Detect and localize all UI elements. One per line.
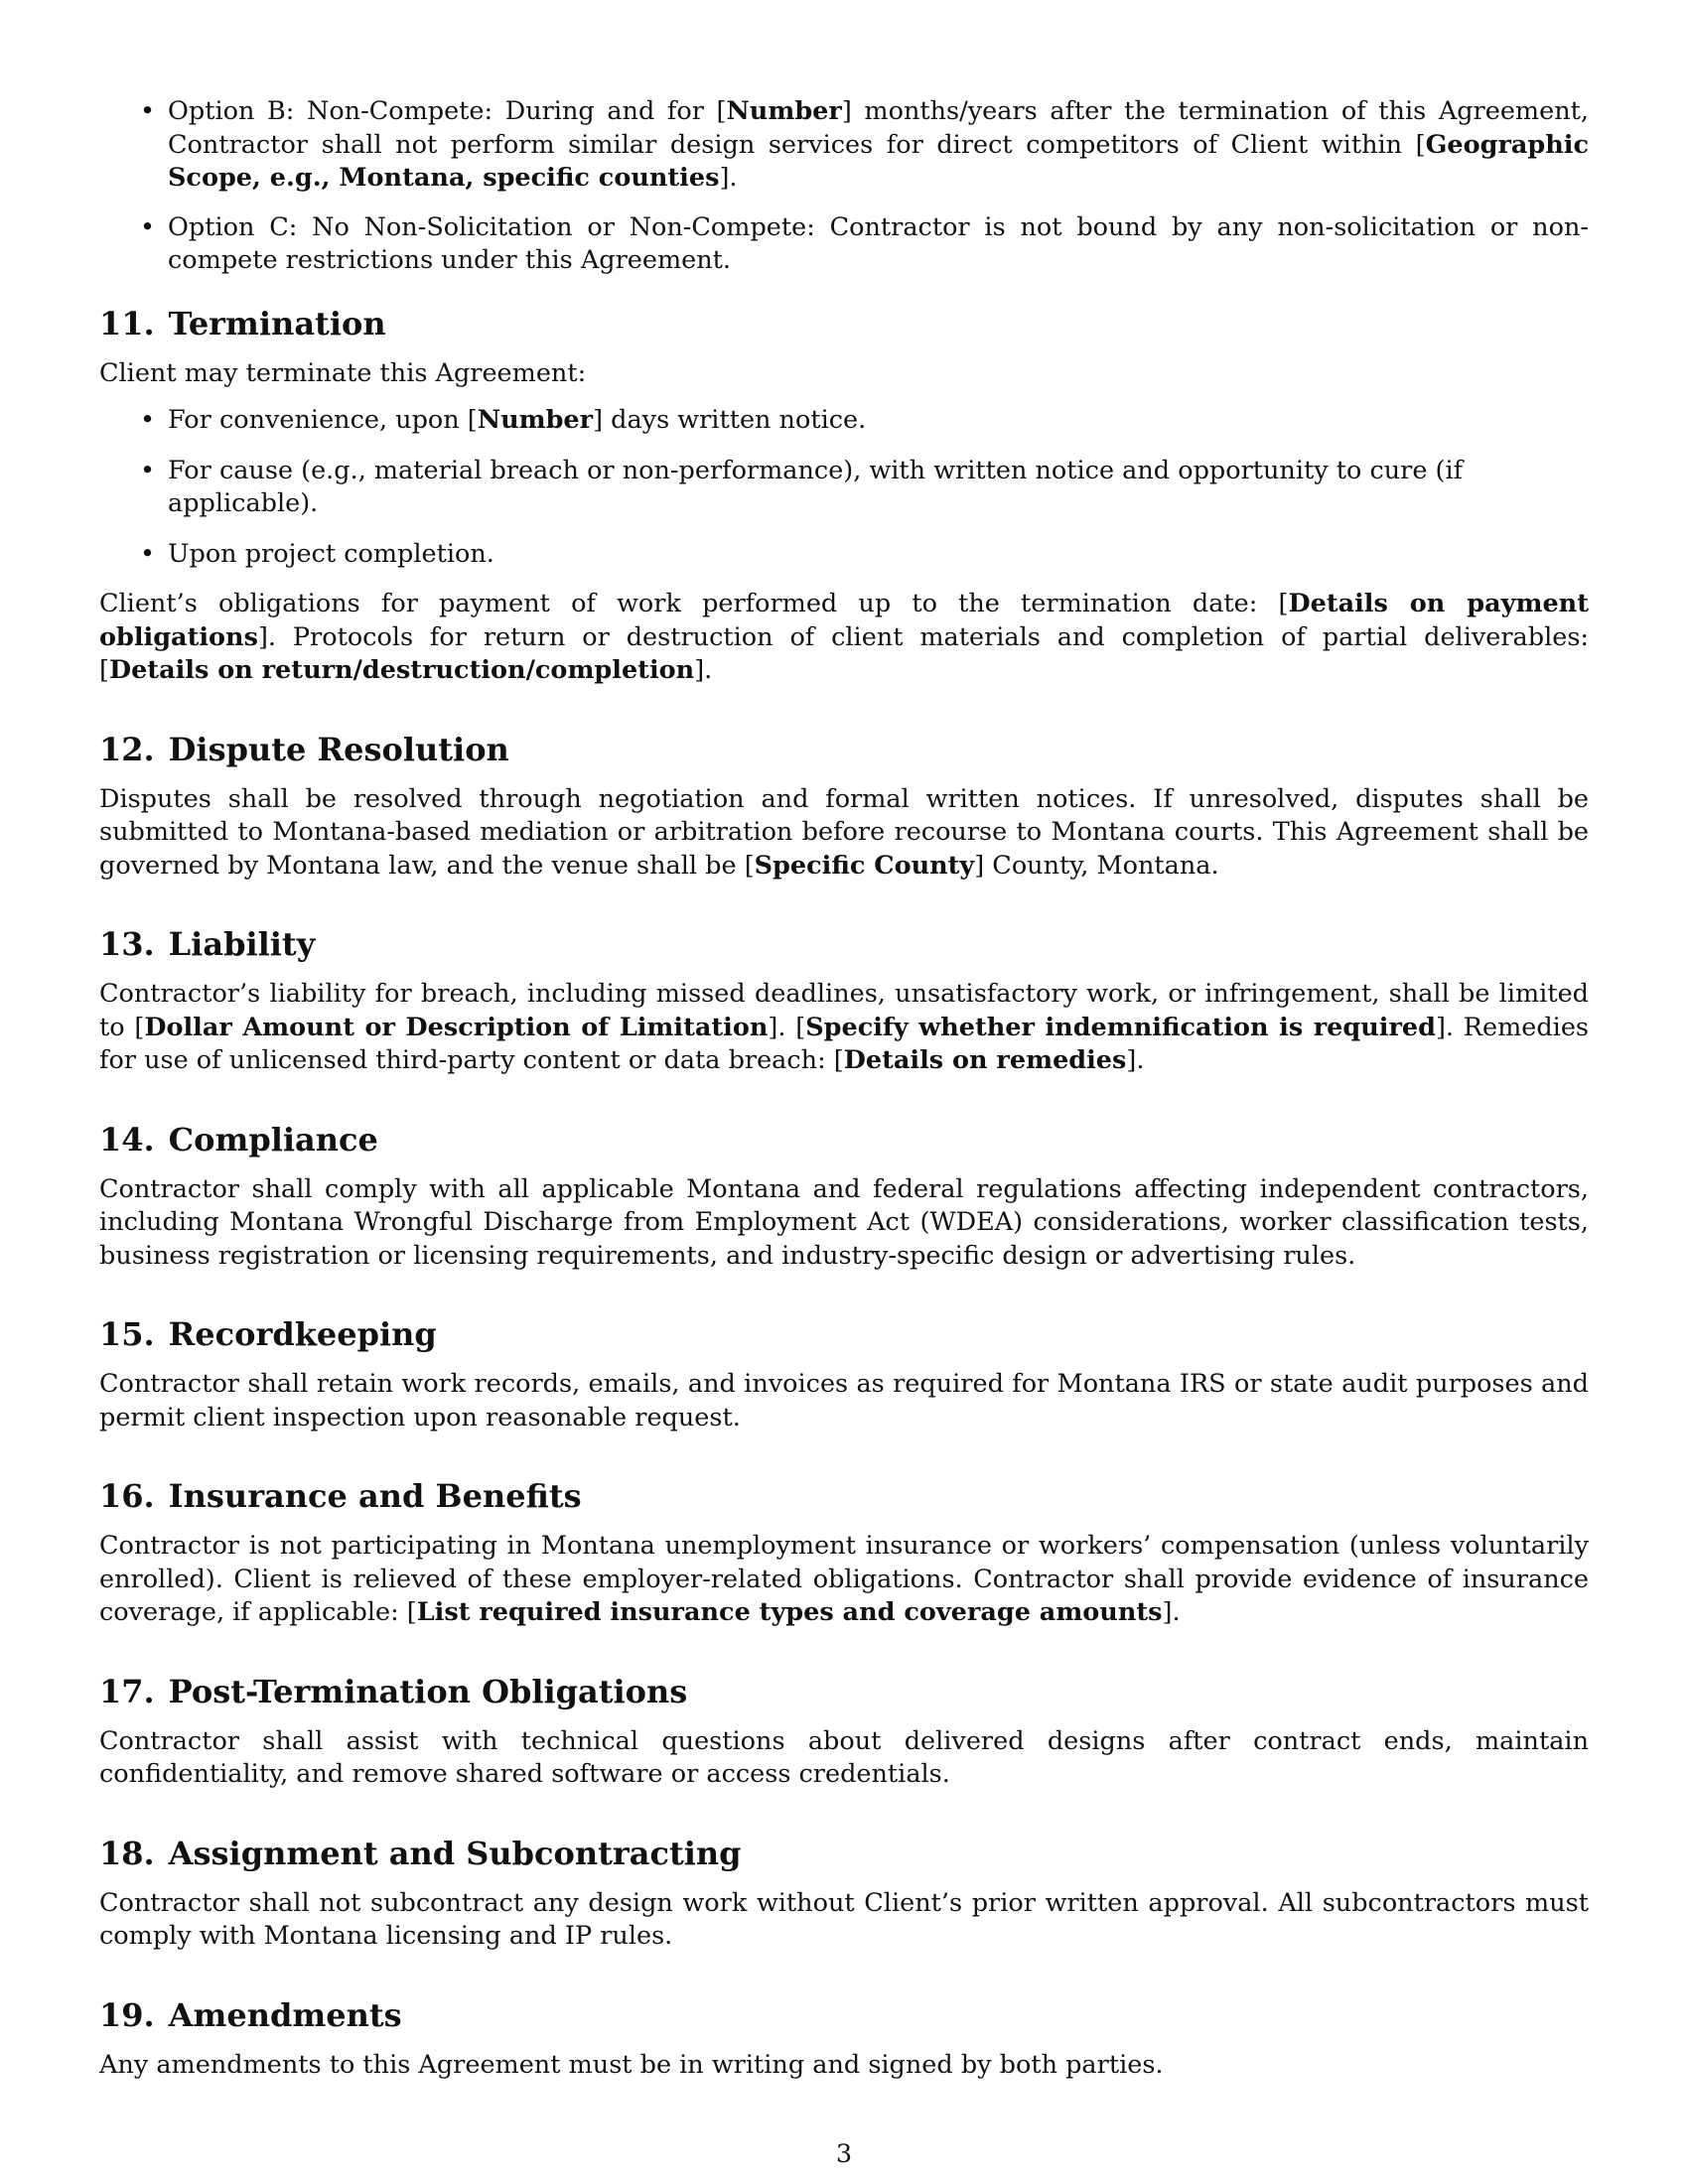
option-b-placeholder-geography: Geographic Scope, e.g., Montana, specific counties [168, 129, 1589, 193]
list-item-text: ] days written notice. [593, 405, 867, 435]
section-heading [99, 1120, 1589, 1160]
paragraph-text: Client’s obligations for payment of work performed up to the termination date: [ [99, 589, 1289, 618]
list-item [168, 404, 1589, 438]
section-heading [99, 1834, 1589, 1873]
section-paragraph [99, 1530, 1589, 1630]
section-heading [99, 1476, 1589, 1516]
paragraph-text: ]. [1162, 1597, 1181, 1627]
section-paragraph [99, 978, 1589, 1078]
section-heading [99, 304, 1589, 343]
placeholder-county: Specific County [754, 850, 975, 881]
section-number: 11. [99, 304, 155, 342]
list-item [168, 538, 1589, 572]
section-number: 19. [99, 1995, 155, 2034]
section-number: 14. [99, 1120, 155, 1159]
section-paragraph: Contractor shall retain work records, emails, and invoices as required for Montana IRS or state audit purposes and permit client inspection upon reasonable request. [99, 1369, 1589, 1433]
termination-paragraph [99, 588, 1589, 688]
section-assignment [99, 1834, 1589, 1954]
section-number: 17. [99, 1672, 155, 1710]
option-b-text-3: ]. [719, 163, 738, 193]
paragraph-text: ] County, Montana. [974, 850, 1219, 881]
section-title: Assignment and Subcontracting [168, 1834, 742, 1872]
placeholder-return: Details on return/destruction/completion [108, 655, 695, 685]
option-c-text: Option C: No Non-Solicitation or Non-Compete: Contractor is not bound by any non-solicitation or non-compete restrictions under this Agreement. [168, 211, 1589, 275]
list-item-text: For cause (e.g., material breach or non-performance), with written notice and opportunity to cure (if applicable). [168, 455, 1464, 518]
paragraph-text: Contractor’s liability for breach, including missed deadlines, unsatisfactory work, or infringement, shall be limited to [ [99, 979, 1589, 1042]
section-title: Termination [168, 304, 386, 342]
page-number: 3 [835, 2139, 853, 2169]
section-paragraph: Any amendments to this Agreement must be in writing and signed by both parties. [99, 2049, 1164, 2080]
paragraph-text: Contractor is not participating in Montana unemployment insurance or workers’ compensation (unless voluntarily enrolled). Client is relieved of these employer-related obligations. Contractor shall provide evidence of insurance coverage, if applicable: [ [99, 1531, 1589, 1627]
section-number: 16. [99, 1477, 155, 1515]
termination-list [99, 404, 1589, 571]
section-paragraph: Contractor shall not subcontract any design work without Client’s prior written approval. All subcontractors must comply with Montana licensing and IP rules. [99, 1887, 1589, 1951]
section-title: Dispute Resolution [168, 730, 509, 768]
section-title: Amendments [168, 1995, 402, 2034]
section-amendments [99, 1995, 1589, 2083]
list-item-text: Upon project completion. [168, 538, 494, 569]
option-c-item [168, 211, 1589, 278]
section-liability [99, 924, 1589, 1078]
section-post-termination [99, 1672, 1589, 1792]
section-heading [99, 1995, 1589, 2035]
section-recordkeeping [99, 1314, 1589, 1434]
option-b-text-2: ] months/years after the termination of this Agreement, Contractor shall not perform similar design services for direct competitors of Client within [ [168, 96, 1589, 160]
list-item-text: For convenience, upon [ [168, 405, 478, 435]
placeholder-insurance: List required insurance types and coverage amounts [416, 1597, 1163, 1627]
paragraph-text: Disputes shall be resolved through negotiation and formal written notices. If unresolved, disputes shall be submitted to Montana-based mediation or arbitration before recourse to Montana courts. This Agreement shall be governed by Montana law, and the venue shall be [ [99, 783, 1589, 881]
placeholder-indemnification: Specify whether indemnification is required [805, 1012, 1436, 1042]
section-number: 12. [99, 730, 155, 768]
section-dispute-resolution [99, 730, 1589, 884]
section-termination [99, 304, 1589, 688]
section-heading [99, 730, 1589, 769]
paragraph-text: ]. [ [768, 1012, 806, 1042]
placeholder-limitation: Dollar Amount or Description of Limitation [144, 1012, 769, 1042]
list-item [168, 455, 1589, 521]
placeholder-remedies: Details on remedies [843, 1045, 1127, 1075]
paragraph-text: ]. [1126, 1045, 1145, 1075]
section-title: Insurance and Benefits [168, 1477, 582, 1515]
section-title: Liability [168, 925, 316, 963]
section-compliance [99, 1120, 1589, 1274]
section-paragraph: Contractor shall comply with all applicable Montana and federal regulations affecting independent contractors, including Montana Wrongful Discharge from Employment Act (WDEA) considerations, worker classification tests, business registration or licensing requirements, and industry-specific design or advertising rules. [99, 1173, 1589, 1271]
paragraph-text: ]. Remedies for use of unlicensed third-party content or data breach: [ [99, 1012, 1590, 1075]
option-b-text-1: Option B: Non-Compete: During and for [ [168, 96, 727, 126]
option-b-item [168, 95, 1589, 196]
section-title: Recordkeeping [168, 1315, 437, 1353]
non-compete-options-list [99, 95, 1589, 278]
paragraph-text: ]. [694, 655, 713, 685]
section-paragraph: Contractor shall assist with technical questions about delivered designs after contract ends, maintain confidentiality, and remove shared software or access credentials. [99, 1725, 1589, 1789]
section-heading [99, 1314, 1589, 1354]
placeholder-payment: Details on payment obligations [99, 589, 1589, 652]
option-b-placeholder-number: Number [726, 96, 842, 126]
section-insurance-benefits [99, 1476, 1589, 1630]
section-heading [99, 924, 1589, 964]
section-number: 15. [99, 1315, 155, 1353]
section-number: 18. [99, 1834, 155, 1872]
section-paragraph [99, 783, 1589, 884]
section-title: Post-Termination Obligations [168, 1672, 688, 1710]
document-page [99, 95, 1589, 2082]
placeholder-number: Number [477, 405, 594, 435]
section-number: 13. [99, 925, 155, 963]
section-heading [99, 1672, 1589, 1711]
termination-intro: Client may terminate this Agreement: [99, 357, 587, 388]
paragraph-text: ]. Protocols for return or destruction of client materials and completion of partial deliverables: [ [99, 621, 1589, 685]
section-title: Compliance [168, 1120, 378, 1159]
